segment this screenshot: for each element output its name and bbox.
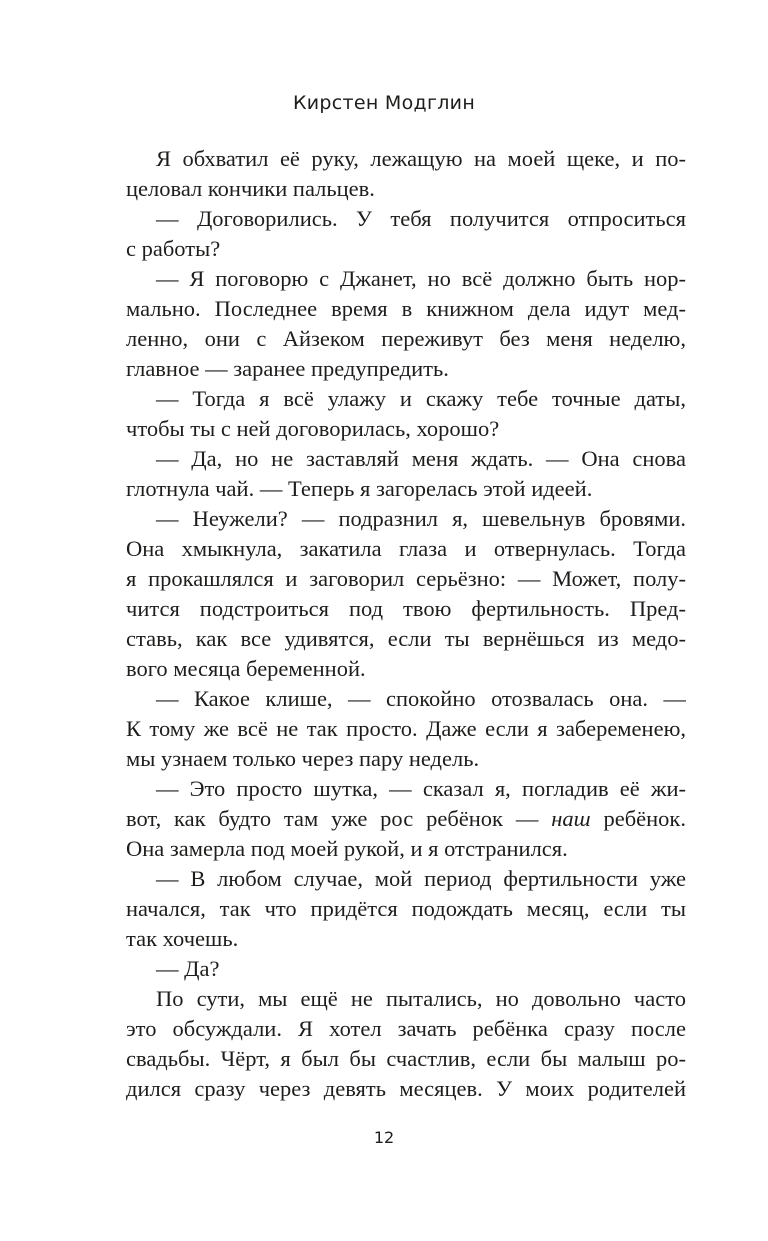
- text-line: я прокашлялся и заговорил серьёзно: — Может, полу-: [126, 566, 686, 591]
- text-line: вого месяца беременной.: [126, 656, 366, 681]
- text-line: К тому же всё не так просто. Даже если я забеременею,: [126, 716, 686, 741]
- text-line: — Да, но не заставляй меня ждать. — Она снова: [156, 446, 686, 471]
- text-line: мально. Последнее время в книжном дела идут мед-: [126, 296, 686, 321]
- text-line: — Да?: [156, 956, 220, 981]
- text-line: целовал кончики пальцев.: [126, 176, 375, 201]
- text-line: с работы?: [126, 236, 221, 261]
- text-line: главное — заранее предупредить.: [126, 356, 449, 381]
- text-line: Она хмыкнула, закатила глаза и отвернулась. Тогда: [126, 536, 686, 561]
- text-line: начался, так что придётся подождать месяц, если ты: [126, 896, 686, 921]
- text-line: мы узнаем только через пару недель.: [126, 746, 480, 771]
- text-line: — Я поговорю с Джанет, но всё должно быть нор-: [156, 266, 686, 291]
- text-line: — Это просто шутка, — сказал я, погладив её жи-: [156, 776, 686, 801]
- body-text: [126, 144, 686, 1104]
- text-line: свадьбы. Чёрт, я был бы счастлив, если бы малыш ро-: [126, 1046, 686, 1071]
- text-line: глотнула чай. — Теперь я загорелась этой идеей.: [126, 476, 593, 501]
- line-segment: ребёнок.: [590, 806, 686, 831]
- text-line: это обсуждали. Я хотел зачать ребёнка сразу после: [126, 1016, 686, 1041]
- text-line: — В любом случае, мой период фертильности уже: [156, 866, 686, 891]
- text-line: Я обхватил её руку, лежащую на моей щеке, и по-: [156, 146, 686, 171]
- line-segment: вот, как будто там уже рос ребёнок —: [126, 806, 552, 831]
- text-line: чтобы ты с ней договорилась, хорошо?: [126, 416, 500, 441]
- text-line-with-emphasis: [126, 804, 686, 834]
- running-head: Кирстен Модглин: [292, 92, 476, 114]
- text-line: — Договорились. У тебя получится отпроситься: [156, 206, 686, 231]
- text-line: — Неужели? — подразнил я, шевельнув бровями.: [156, 506, 686, 531]
- text-line: чится подстроиться под твою фертильность. Пред-: [126, 596, 686, 621]
- text-line: ставь, как все удивятся, если ты вернёшься из медо-: [126, 626, 686, 651]
- text-line: — Какое клише, — спокойно отозвалась она. —: [156, 686, 686, 711]
- text-line: так хочешь.: [126, 926, 239, 951]
- text-line: Она замерла под моей рукой, и я отстранился.: [126, 836, 568, 861]
- text-line: дился сразу через девять месяцев. У моих родителей: [126, 1076, 686, 1101]
- emphasized-word: наш: [551, 806, 591, 831]
- text-line: — Тогда я всё улажу и скажу тебе точные даты,: [156, 386, 686, 411]
- text-line: По сути, мы ещё не пытались, но довольно часто: [156, 986, 686, 1011]
- text-line: ленно, они с Айзеком переживут без меня неделю,: [126, 326, 686, 351]
- page-number: 12: [373, 1128, 395, 1147]
